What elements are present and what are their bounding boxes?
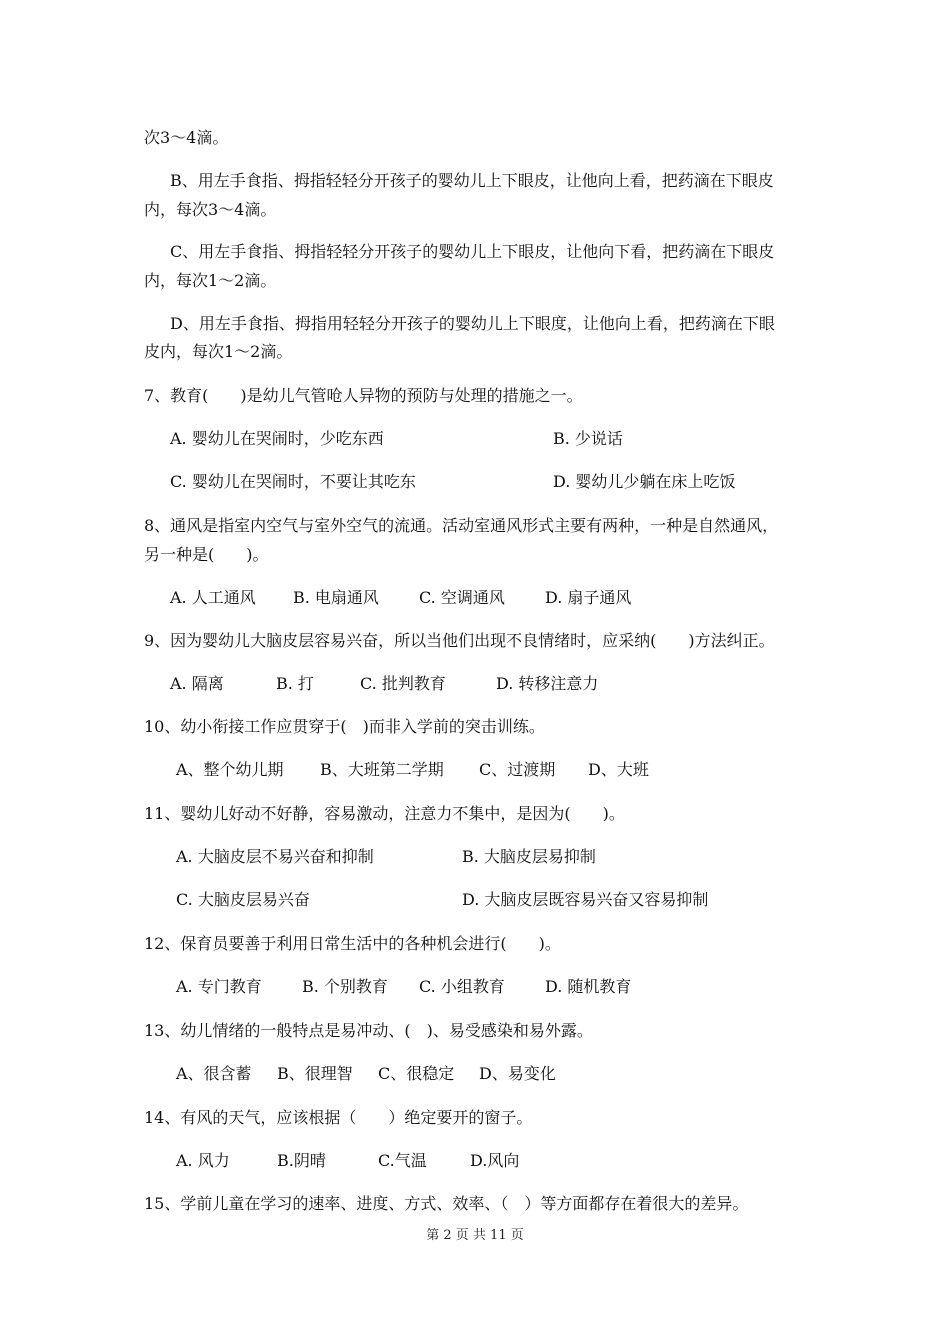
q14-stem: 14、有风的天气，应该根据（ ）绝定要开的窗子。 <box>144 1108 533 1127</box>
q10-option-d: D、大班 <box>588 760 649 779</box>
q8-option-c: C. 空调通风 <box>419 588 505 607</box>
q6-option-a-tail: 次3～4滴。 <box>144 128 229 147</box>
q8-option-d: D. 扇子通风 <box>545 588 632 607</box>
q13-option-d: D、易变化 <box>479 1064 556 1083</box>
q6-option-c-line2: 内，每次1～2滴。 <box>144 271 277 290</box>
q13-stem: 13、幼儿情绪的一般特点是易冲动、( )、易受感染和易外露。 <box>144 1021 593 1040</box>
q9-option-d: D. 转移注意力 <box>496 674 599 693</box>
q8-option-a: A. 人工通风 <box>170 588 256 607</box>
q11-option-c: C. 大脑皮层易兴奋 <box>176 890 310 909</box>
q12-stem: 12、保育员要善于利用日常生活中的各种机会进行( )。 <box>144 934 561 953</box>
q7-option-b: B. 少说话 <box>553 429 623 448</box>
q11-option-b: B. 大脑皮层易抑制 <box>462 847 596 866</box>
q7-option-d: D. 婴幼儿少躺在床上吃饭 <box>553 472 736 491</box>
q12-option-c: C. 小组教育 <box>419 977 505 996</box>
q10-option-b: B、大班第二学期 <box>320 760 444 779</box>
q12-option-b: B. 个别教育 <box>302 977 388 996</box>
q12-option-a: A. 专门教育 <box>176 977 262 996</box>
q6-option-d-line2: 皮内，每次1～2滴。 <box>144 342 293 361</box>
q14-option-a: A. 风力 <box>176 1151 230 1170</box>
page-footer: 第 2 页 共 11 页 <box>426 1228 524 1243</box>
q8-stem-line2: 另一种是( )。 <box>144 545 269 564</box>
q11-option-a: A. 大脑皮层不易兴奋和抑制 <box>176 847 374 866</box>
q9-stem: 9、因为婴幼儿大脑皮层容易兴奋，所以当他们出现不良情绪时，应采纳( )方法纠正。 <box>144 631 775 650</box>
q13-option-c: C、很稳定 <box>378 1064 455 1083</box>
q7-option-a: A. 婴幼儿在哭闹时，少吃东西 <box>170 429 384 448</box>
q6-option-c-line1: C、用左手食指、拇指轻轻分开孩子的婴幼儿上下眼皮，让他向下看，把药滴在下眼皮 <box>170 242 775 261</box>
q8-stem-line1: 8、通风是指室内空气与室外空气的流通。活动室通风形式主要有两种，一种是自然通风， <box>144 516 779 535</box>
q14-option-b: B.阴晴 <box>277 1151 326 1170</box>
q9-option-b: B. 打 <box>276 674 314 693</box>
q8-option-b: B. 电扇通风 <box>293 588 379 607</box>
q10-option-a: A、整个幼儿期 <box>176 760 284 779</box>
q6-option-b-line2: 内，每次3～4滴。 <box>144 200 277 219</box>
q11-stem: 11、婴幼儿好动不好静，容易激动，注意力不集中，是因为( )。 <box>144 804 625 823</box>
q6-option-d-line1: D、用左手食指、拇指用轻轻分开孩子的婴幼儿上下眼度，让他向上看，把药滴在下眼 <box>170 314 775 333</box>
q13-option-b: B、很理智 <box>277 1064 353 1083</box>
q6-option-b-line1: B、用左手食指、拇指轻轻分开孩子的婴幼儿上下眼皮，让他向上看，把药滴在下眼皮 <box>170 171 774 190</box>
q15-stem: 15、学前儿童在学习的速率、进度、方式、效率、（ ）等方面都存在着很大的差异。 <box>144 1194 749 1213</box>
q12-option-d: D. 随机教育 <box>545 977 632 996</box>
q14-option-d: D.风向 <box>470 1151 520 1170</box>
q13-option-a: A、很含蓄 <box>176 1064 252 1083</box>
q9-option-c: C. 批判教育 <box>360 674 446 693</box>
q11-option-d: D. 大脑皮层既容易兴奋又容易抑制 <box>462 890 709 909</box>
q10-option-c: C、过渡期 <box>479 760 556 779</box>
q14-option-c: C.气温 <box>378 1151 427 1170</box>
q7-stem: 7、教育( )是幼儿气管呛人异物的预防与处理的措施之一。 <box>144 386 583 405</box>
q7-option-c: C. 婴幼儿在哭闹时，不要让其吃东 <box>170 472 416 491</box>
q10-stem: 10、幼小衔接工作应贯穿于( )而非入学前的突击训练。 <box>144 717 545 736</box>
q9-option-a: A. 隔离 <box>170 674 224 693</box>
